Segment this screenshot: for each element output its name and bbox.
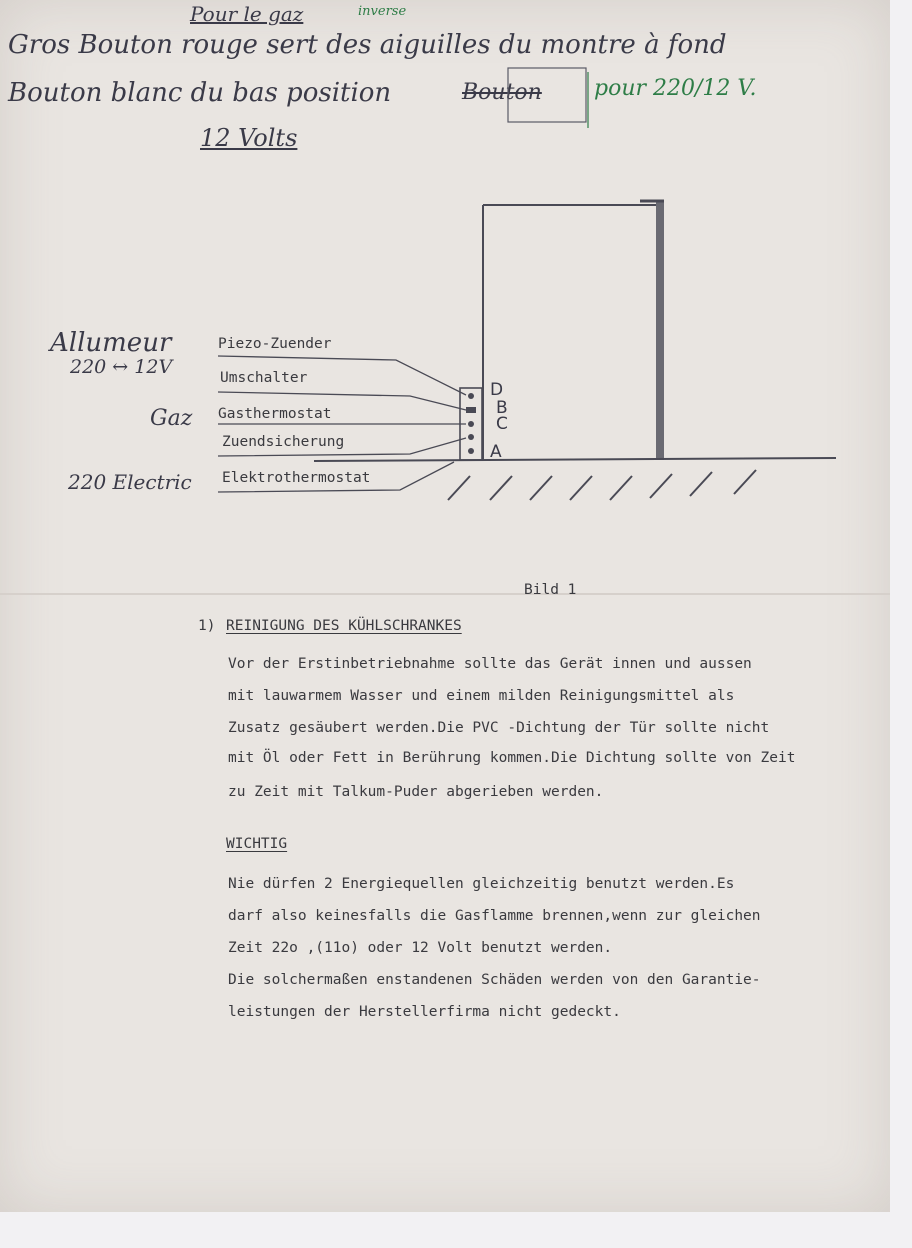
important-line: Zeit 22o ,(11o) oder 12 Volt benutzt werden. <box>228 940 613 956</box>
paragraph-line: Zusatz gesäubert werden.Die PVC -Dichtung der Tür sollte nicht <box>228 720 770 736</box>
paragraph-line: mit lauwarmem Wasser und einem milden Reinigungsmittel als <box>228 688 735 704</box>
label-zuendsicherung: Zuendsicherung <box>222 434 345 450</box>
paragraph-line: Vor der Erstinbetriebnahme sollte das Gerät innen und aussen <box>228 656 752 672</box>
floor-hatching <box>448 470 756 500</box>
important-line: darf also keinesfalls die Gasflamme brennen,wenn zur gleichen <box>228 908 761 924</box>
handwritten-line-3: 12 Volts <box>200 124 298 152</box>
handwritten-note-gas: Pour le gaz <box>190 2 304 26</box>
figure-caption: Bild 1 <box>524 582 577 598</box>
handwritten-allumeur: Allumeur <box>50 328 172 358</box>
important-line: Die solchermaßen enstandenen Schäden werden von den Garantie- <box>228 972 761 988</box>
section-title: REINIGUNG DES KÜHLSCHRANKES <box>226 618 462 634</box>
panel-letter-c: C <box>496 414 508 434</box>
important-heading: WICHTIG <box>226 836 288 852</box>
handwritten-line-2: Bouton blanc du bas position <box>8 78 392 108</box>
handwritten-electric: 220 Electric <box>68 470 192 494</box>
important-line: leistungen der Herstellerfirma nicht gedeckt. <box>228 1004 621 1020</box>
paragraph-line: mit Öl oder Fett in Berührung kommen.Die Dichtung sollte von Zeit <box>228 750 796 766</box>
label-gasthermostat: Gasthermostat <box>218 406 332 422</box>
handwritten-gaz: Gaz <box>150 406 193 431</box>
panel-letter-d: D <box>490 380 504 400</box>
pencil-box <box>508 68 586 122</box>
panel-letter-b: B <box>496 398 508 418</box>
section-number: 1) <box>198 618 216 634</box>
paragraph-line: zu Zeit mit Talkum-Puder abgerieben werden. <box>228 784 604 800</box>
handwritten-note-inverse: inverse <box>358 4 407 19</box>
label-elektrothermostat: Elektrothermostat <box>222 470 371 486</box>
label-piezo: Piezo-Zuender <box>218 336 332 352</box>
panel-letter-a: A <box>490 442 502 462</box>
fridge-door-edge <box>656 200 664 460</box>
handwritten-green-note: pour 220/12 V. <box>594 76 757 101</box>
handwritten-crossed-word: Bouton <box>462 80 542 105</box>
handwritten-allumeur-voltage: 220 ↔ 12V <box>70 356 173 378</box>
handwritten-line-1: Gros Bouton rouge sert des aiguilles du montre à fond <box>8 30 727 60</box>
important-line: Nie dürfen 2 Energiequellen gleichzeitig benutzt werden.Es <box>228 876 735 892</box>
label-umschalter: Umschalter <box>220 370 308 386</box>
